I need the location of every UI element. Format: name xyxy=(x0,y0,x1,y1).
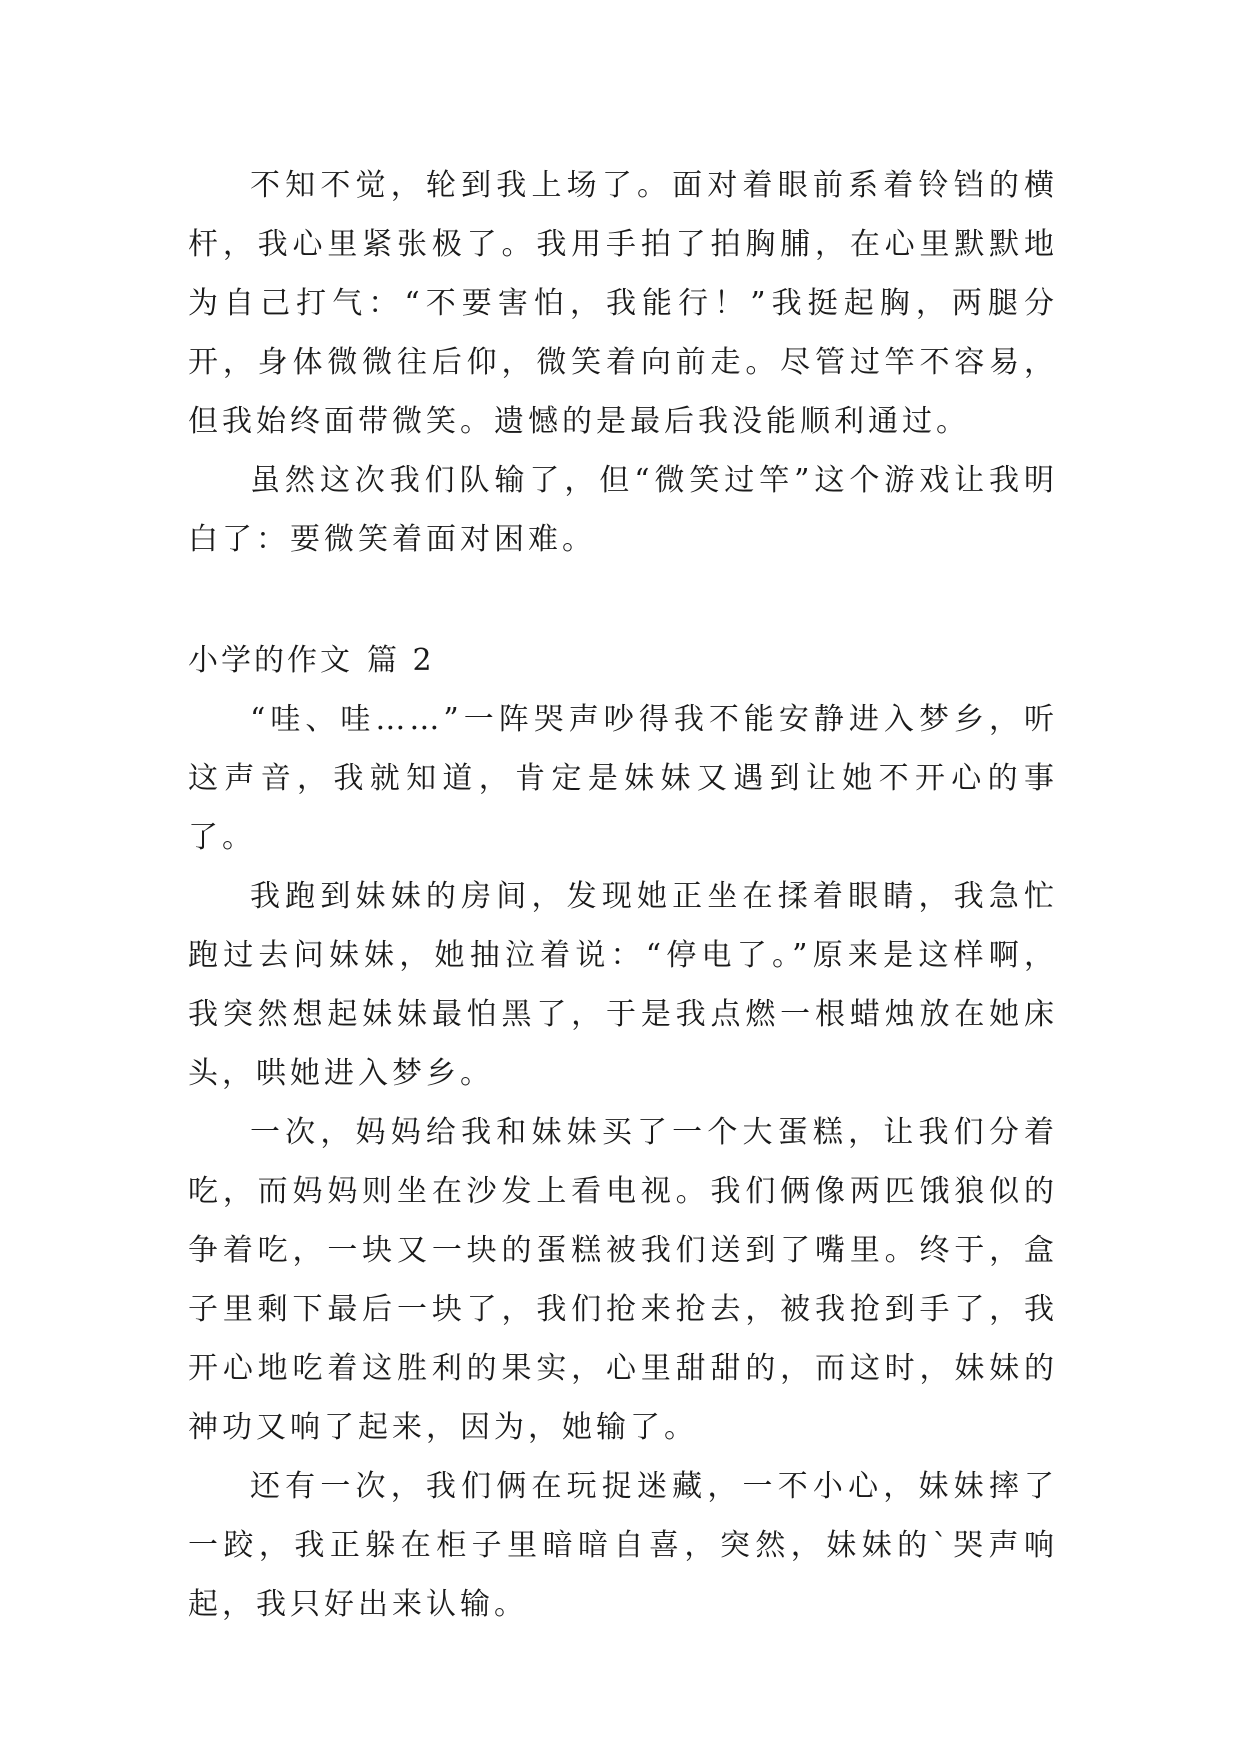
paragraph-1: 不知不觉，轮到我上场了。面对着眼前系着铃铛的横杆，我心里紧张极了。我用手拍了拍胸脯，在心里默默地为自己打气：“不要害怕，我能行！”我挺起胸，两腿分开，身体微微往后仰，微笑着向前走。尽管过竿不容易，但我始终面带微笑。遗憾的是最后我没能顺利通过。 xyxy=(188,168,1058,439)
paragraph-6: 还有一次，我们俩在玩捉迷藏，一不小心，妹妹摔了一跤，我正躲在柜子里暗暗自喜，突然，妹妹的`哭声响起，我只好出来认输。 xyxy=(188,1469,1058,1622)
paragraph-4: 我跑到妹妹的房间，发现她正坐在揉着眼睛，我急忙跑过去问妹妹，她抽泣着说：“停电了。”原来是这样啊，我突然想起妹妹最怕黑了，于是我点燃一根蜡烛放在她床头，哄她进入梦乡。 xyxy=(188,879,1058,1091)
paragraph-3: “哇、哇……”一阵哭声吵得我不能安静进入梦乡，听这声音，我就知道，肯定是妹妹又遇到让她不开心的事了。 xyxy=(188,702,1058,855)
section-heading-number: 篇 2 xyxy=(367,643,435,678)
paragraph-2: 虽然这次我们队输了，但“微笑过竿”这个游戏让我明白了：要微笑着面对困难。 xyxy=(188,463,1058,557)
paragraph-5: 一次，妈妈给我和妹妹买了一个大蛋糕，让我们分着吃，而妈妈则坐在沙发上看电视。我们俩像两匹饿狼似的争着吃，一块又一块的蛋糕被我们送到了嘴里。终于，盒子里剩下最后一块了，我们抢来抢去，被我抢到手了，我开心地吃着这胜利的果实，心里甜甜的，而这时，妹妹的神功又响了起来，因为，她输了。 xyxy=(188,1115,1058,1445)
document-body xyxy=(188,156,1058,1634)
section-heading xyxy=(188,631,1058,690)
section-heading-title: 小学的作文 xyxy=(188,643,353,678)
